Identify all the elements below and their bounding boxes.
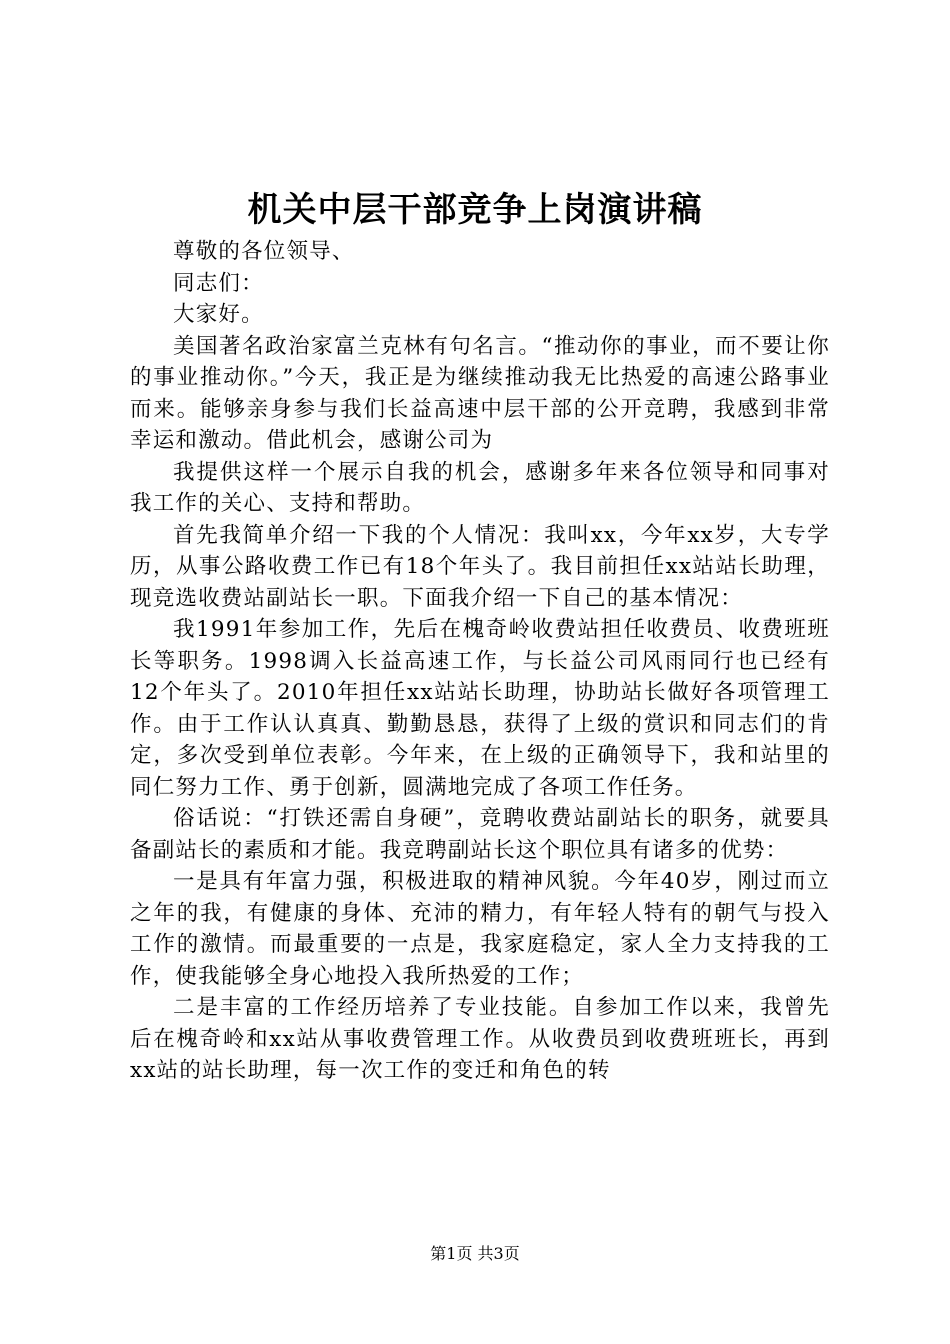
paragraph: 大家好。 [173,302,264,327]
paragraph: 尊敬的各位领导、 [173,239,355,264]
document-title: 机关中层干部竞争上岗演讲稿 [247,190,703,230]
page-footer: 第1页 共3页 [430,1244,520,1263]
paragraph: 我1991年参加工作，先后在槐奇岭收费站担任收费员、收费班班长等职务。1998调入长益高速工作，与长益公司风雨同行也已经有12个年头了。2010年担任xx站站长助理，协助站长做好各项管理工作。由于工作认认真真、勤勤恳恳，获得了上级的赏识和同志们的肯定，多次受到单位表彰。今年来，在上级的正确领导下，我和站里的同仁努力工作、勇于创新，圆满地完成了各项工作任务。 [130,617,830,800]
paragraph: 首先我简单介绍一下我的个人情况：我叫xx，今年xx岁，大专学历，从事公路收费工作已有18个年头了。我目前担任xx站站长助理，现竞选收费站副站长一职。下面我介绍一下自己的基本情况： [130,522,830,611]
document-body [130,236,830,1087]
paragraph: 我提供这样一个展示自我的机会，感谢多年来各位领导和同事对我工作的关心、支持和帮助。 [130,459,830,516]
paragraph: 二是丰富的工作经历培养了专业技能。自参加工作以来，我曾先后在槐奇岭和xx站从事收费管理工作。从收费员到收费班班长，再到xx站的站长助理，每一次工作的变迁和角色的转 [130,995,830,1083]
paragraph: 同志们： [173,270,264,296]
paragraph: 一是具有年富力强，积极进取的精神风貌。今年40岁，刚过而立之年的我，有健康的身体、充沛的精力，有年轻人特有的朝气与投入工作的激情。而最重要的一点是，我家庭稳定，家人全力支持我的工作，使我能够全身心地投入我所热爱的工作； [130,869,830,989]
paragraph: 俗话说：“打铁还需自身硬”，竞聘收费站副站长的职务，就要具备副站长的素质和才能。我竞聘副站长这个职位具有诸多的优势： [130,806,830,863]
paragraph: 美国著名政治家富兰克林有句名言。“推动你的事业，而不要让你的事业推动你。”今天，我正是为继续推动我无比热爱的高速公路事业而来。能够亲身参与我们长益高速中层干部的公开竞聘，我感到非常幸运和激动。借此机会，感谢公司为 [130,333,830,453]
